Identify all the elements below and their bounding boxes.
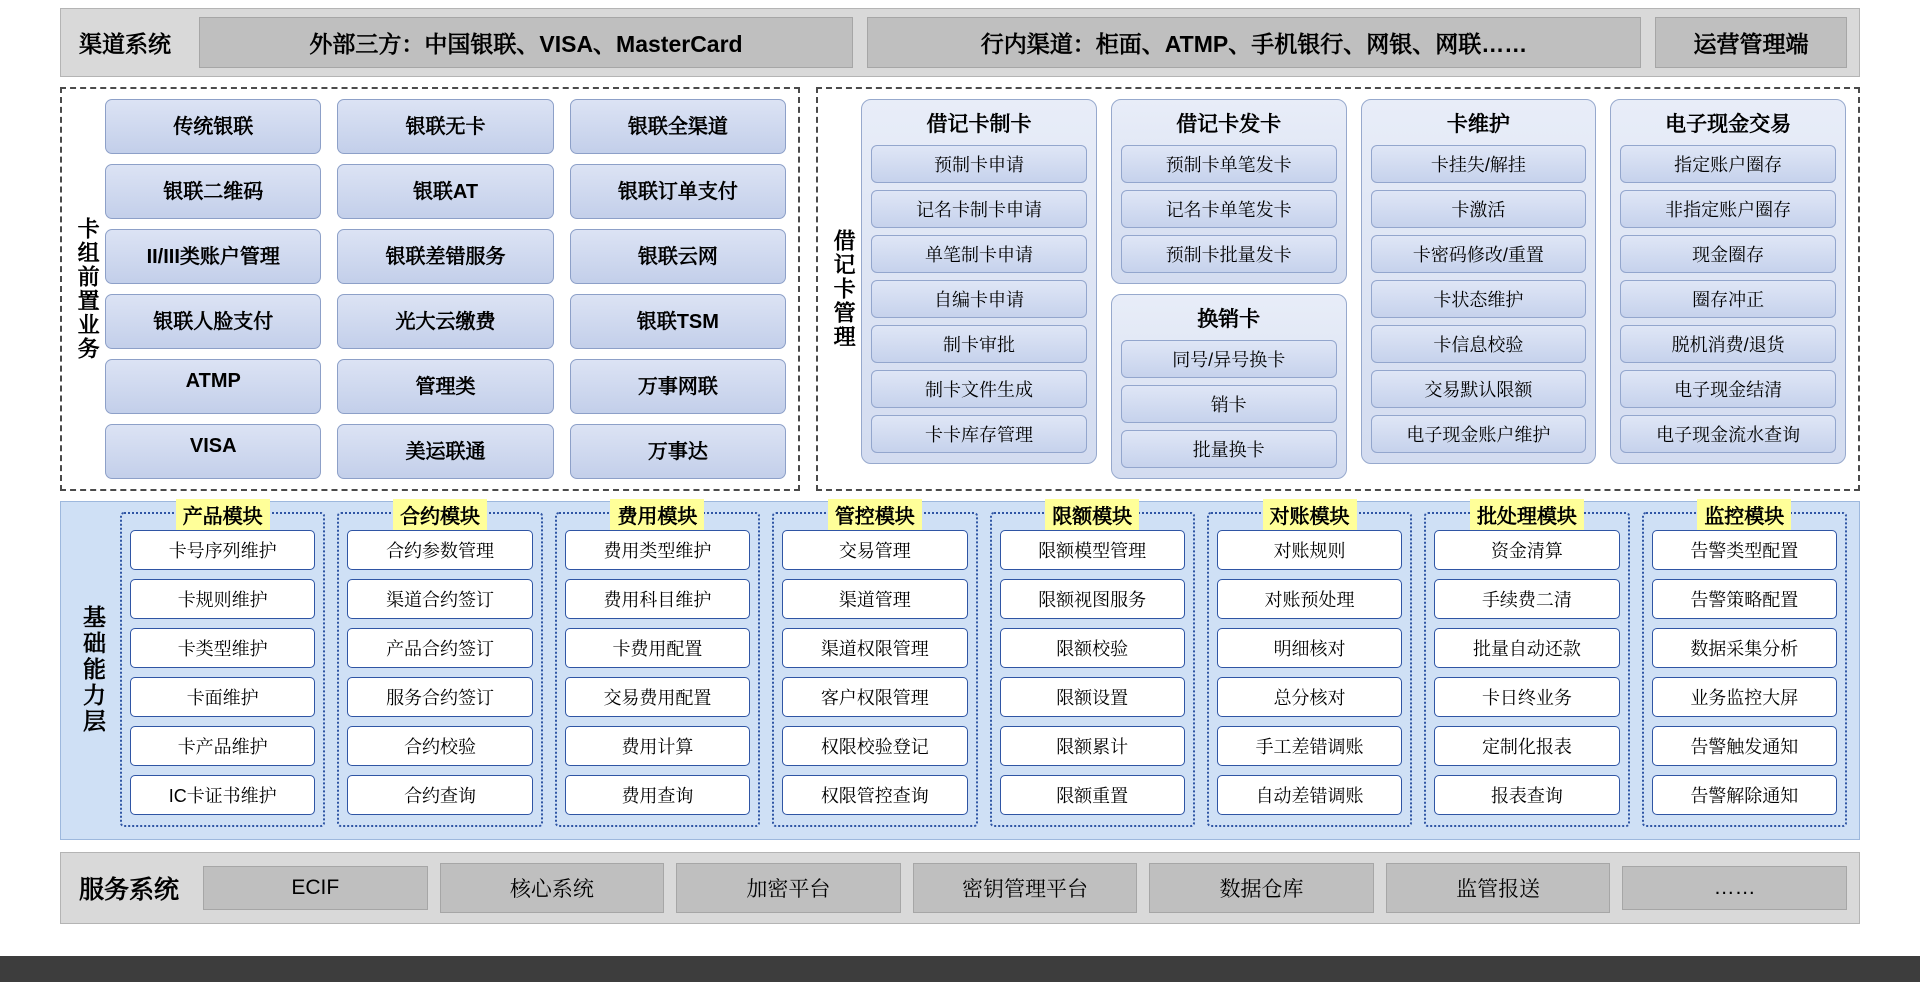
card-org-item[interactable]: 银联云网 [570,229,786,284]
group-card-production [861,99,1097,464]
module-title: 合约模块 [393,499,487,530]
module-item[interactable]: 限额设置 [1000,677,1185,717]
service-item-encryption[interactable]: 加密平台 [676,863,901,913]
module-item[interactable]: 卡号序列维护 [130,530,315,570]
card-org-item[interactable]: 万事达 [570,424,786,479]
module-item[interactable]: 服务合约签订 [347,677,532,717]
debit-card-panel [816,87,1860,491]
card-org-item[interactable]: ATMP [105,359,321,414]
group-item[interactable]: 卡激活 [1371,190,1587,228]
module-monitoring [1642,506,1847,827]
module-item[interactable]: 权限校验登记 [782,726,967,766]
card-org-item[interactable]: 银联全渠道 [570,99,786,154]
module-title: 产品模块 [176,499,270,530]
card-org-item[interactable]: 银联差错服务 [337,229,553,284]
group-item[interactable]: 销卡 [1121,385,1337,423]
module-item[interactable]: 渠道管理 [782,579,967,619]
module-product [120,506,325,827]
module-item[interactable]: 报表查询 [1434,775,1619,815]
middle-band [60,87,1860,491]
module-title: 批处理模块 [1470,499,1584,530]
group-title: 卡维护 [1446,113,1510,136]
card-org-item[interactable]: 银联订单支付 [570,164,786,219]
module-batch [1424,506,1629,827]
module-item[interactable]: 卡规则维护 [130,579,315,619]
service-item-data-warehouse[interactable]: 数据仓库 [1149,863,1374,913]
module-item[interactable]: 资金清算 [1434,530,1619,570]
channel-internal: 行内渠道：柜面、ATMP、手机银行、网银、网联…… [867,17,1641,68]
group-card-issuing [1111,99,1347,284]
module-item[interactable]: 自动差错调账 [1217,775,1402,815]
card-org-item[interactable]: 传统银联 [105,99,321,154]
module-item[interactable]: 卡费用配置 [565,628,750,668]
card-org-item[interactable]: 银联二维码 [105,164,321,219]
module-item[interactable]: 对账规则 [1217,530,1402,570]
group-item[interactable]: 电子现金账户维护 [1371,415,1587,453]
module-item[interactable]: 交易费用配置 [565,677,750,717]
architecture-diagram [0,8,1920,982]
group-item[interactable]: 批量换卡 [1121,430,1337,468]
service-item-regulatory-report[interactable]: 监管报送 [1386,863,1611,913]
service-item-more: …… [1622,866,1847,910]
module-item[interactable]: 渠道权限管理 [782,628,967,668]
group-item[interactable]: 交易默认限额 [1371,370,1587,408]
group-item[interactable]: 制卡文件生成 [871,370,1087,408]
module-item[interactable]: 定制化报表 [1434,726,1619,766]
base-layer-label: 基础能力层 [80,604,106,735]
group-title: 借记卡制卡 [926,113,1032,136]
module-item[interactable]: 批量自动还款 [1434,628,1619,668]
card-org-item[interactable]: VISA [105,424,321,479]
module-item[interactable]: 手续费二清 [1434,579,1619,619]
debit-card-column [861,99,1097,464]
module-item[interactable]: 卡面维护 [130,677,315,717]
module-title: 监控模块 [1697,499,1791,530]
module-item[interactable]: 交易管理 [782,530,967,570]
module-item[interactable]: 业务监控大屏 [1652,677,1837,717]
module-item[interactable]: 合约查询 [347,775,532,815]
bottom-bar [0,956,1920,982]
module-item[interactable]: 告警触发通知 [1652,726,1837,766]
module-fee [555,506,760,827]
group-item[interactable]: 卡挂失/解挂 [1371,145,1587,183]
card-org-label: 卡组前置业务 [75,217,101,361]
base-layer-modules [120,506,1847,827]
group-item[interactable]: 制卡审批 [871,325,1087,363]
debit-card-label: 借记卡管理 [831,229,857,349]
group-card-maintenance [1361,99,1597,464]
group-item[interactable]: 自编卡申请 [871,280,1087,318]
group-title: 换销卡 [1197,308,1261,331]
module-title: 限额模块 [1045,499,1139,530]
module-item[interactable]: 手工差错调账 [1217,726,1402,766]
group-item[interactable]: 预制卡申请 [871,145,1087,183]
channel-system-row [60,8,1860,77]
group-item[interactable]: 指定账户圈存 [1620,145,1836,183]
group-item[interactable]: 同号/异号换卡 [1121,340,1337,378]
module-reconciliation [1207,506,1412,827]
module-item[interactable]: 费用科目维护 [565,579,750,619]
group-item[interactable]: 现金圈存 [1620,235,1836,273]
module-item[interactable]: 告警类型配置 [1652,530,1837,570]
module-item[interactable]: 限额重置 [1000,775,1185,815]
group-item[interactable]: 脱机消费/退货 [1620,325,1836,363]
service-system-title: 服务系统 [79,876,180,904]
debit-card-groups [861,99,1846,479]
module-limit [990,506,1195,827]
module-item[interactable]: 卡日终业务 [1434,677,1619,717]
card-org-item[interactable]: 美运联通 [337,424,553,479]
module-item[interactable]: 明细核对 [1217,628,1402,668]
module-item[interactable]: 费用类型维护 [565,530,750,570]
group-item[interactable]: 电子现金结清 [1620,370,1836,408]
module-item[interactable]: 合约参数管理 [347,530,532,570]
module-item[interactable]: 卡类型维护 [130,628,315,668]
group-item[interactable]: 卡密码修改/重置 [1371,235,1587,273]
card-org-grid [105,99,786,479]
module-item[interactable]: 限额累计 [1000,726,1185,766]
card-org-item[interactable]: 万事网联 [570,359,786,414]
module-item[interactable]: 限额视图服务 [1000,579,1185,619]
module-item[interactable]: 费用计算 [565,726,750,766]
group-title: 电子现金交易 [1665,113,1792,136]
module-item[interactable]: 渠道合约签订 [347,579,532,619]
card-org-panel [60,87,800,491]
module-item[interactable]: 客户权限管理 [782,677,967,717]
debit-card-column [1610,99,1846,464]
module-item[interactable]: 告警解除通知 [1652,775,1837,815]
service-item-core[interactable]: 核心系统 [440,863,665,913]
debit-card-column [1361,99,1597,464]
module-title: 费用模块 [610,499,704,530]
module-item[interactable]: 总分核对 [1217,677,1402,717]
group-item[interactable]: 预制卡批量发卡 [1121,235,1337,273]
service-item-key-management[interactable]: 密钥管理平台 [913,863,1138,913]
service-system-row [60,852,1860,924]
module-item[interactable]: 对账预处理 [1217,579,1402,619]
card-org-item[interactable]: 银联TSM [570,294,786,349]
module-item[interactable]: 告警策略配置 [1652,579,1837,619]
module-item[interactable]: 卡产品维护 [130,726,315,766]
module-item[interactable]: 权限管控查询 [782,775,967,815]
group-item[interactable]: 卡信息校验 [1371,325,1587,363]
debit-card-column [1111,99,1347,479]
group-item[interactable]: 卡卡库存管理 [871,415,1087,453]
module-title: 管控模块 [828,499,922,530]
module-control [772,506,977,827]
group-item[interactable]: 单笔制卡申请 [871,235,1087,273]
channel-external-third-party: 外部三方：中国银联、VISA、MasterCard [199,17,853,68]
group-item[interactable]: 记名卡单笔发卡 [1121,190,1337,228]
card-org-item[interactable]: 管理类 [337,359,553,414]
module-item[interactable]: 数据采集分析 [1652,628,1837,668]
module-item[interactable]: 合约校验 [347,726,532,766]
card-org-item[interactable]: 银联无卡 [337,99,553,154]
group-item[interactable]: 记名卡制卡申请 [871,190,1087,228]
group-item[interactable]: 卡状态维护 [1371,280,1587,318]
module-item[interactable]: 费用查询 [565,775,750,815]
module-item[interactable]: IC卡证书维护 [130,775,315,815]
group-title: 借记卡发卡 [1176,113,1282,136]
base-capability-layer [60,501,1860,840]
module-item[interactable]: 限额模型管理 [1000,530,1185,570]
module-item[interactable]: 产品合约签订 [347,628,532,668]
module-contract [337,506,542,827]
group-item[interactable]: 非指定账户圈存 [1620,190,1836,228]
card-org-item[interactable]: 银联人脸支付 [105,294,321,349]
module-title: 对账模块 [1263,499,1357,530]
group-card-ecash [1610,99,1846,464]
group-card-replace-cancel [1111,294,1347,479]
card-org-item[interactable]: 光大云缴费 [337,294,553,349]
group-item[interactable]: 圈存冲正 [1620,280,1836,318]
group-item[interactable]: 预制卡单笔发卡 [1121,145,1337,183]
card-org-item[interactable]: II/III类账户管理 [105,229,321,284]
service-item-ecif[interactable]: ECIF [203,866,428,910]
channel-system-title: 渠道系统 [79,31,171,57]
channel-operations-console: 运营管理端 [1655,17,1847,68]
group-item[interactable]: 电子现金流水查询 [1620,415,1836,453]
module-item[interactable]: 限额校验 [1000,628,1185,668]
card-org-item[interactable]: 银联AT [337,164,553,219]
